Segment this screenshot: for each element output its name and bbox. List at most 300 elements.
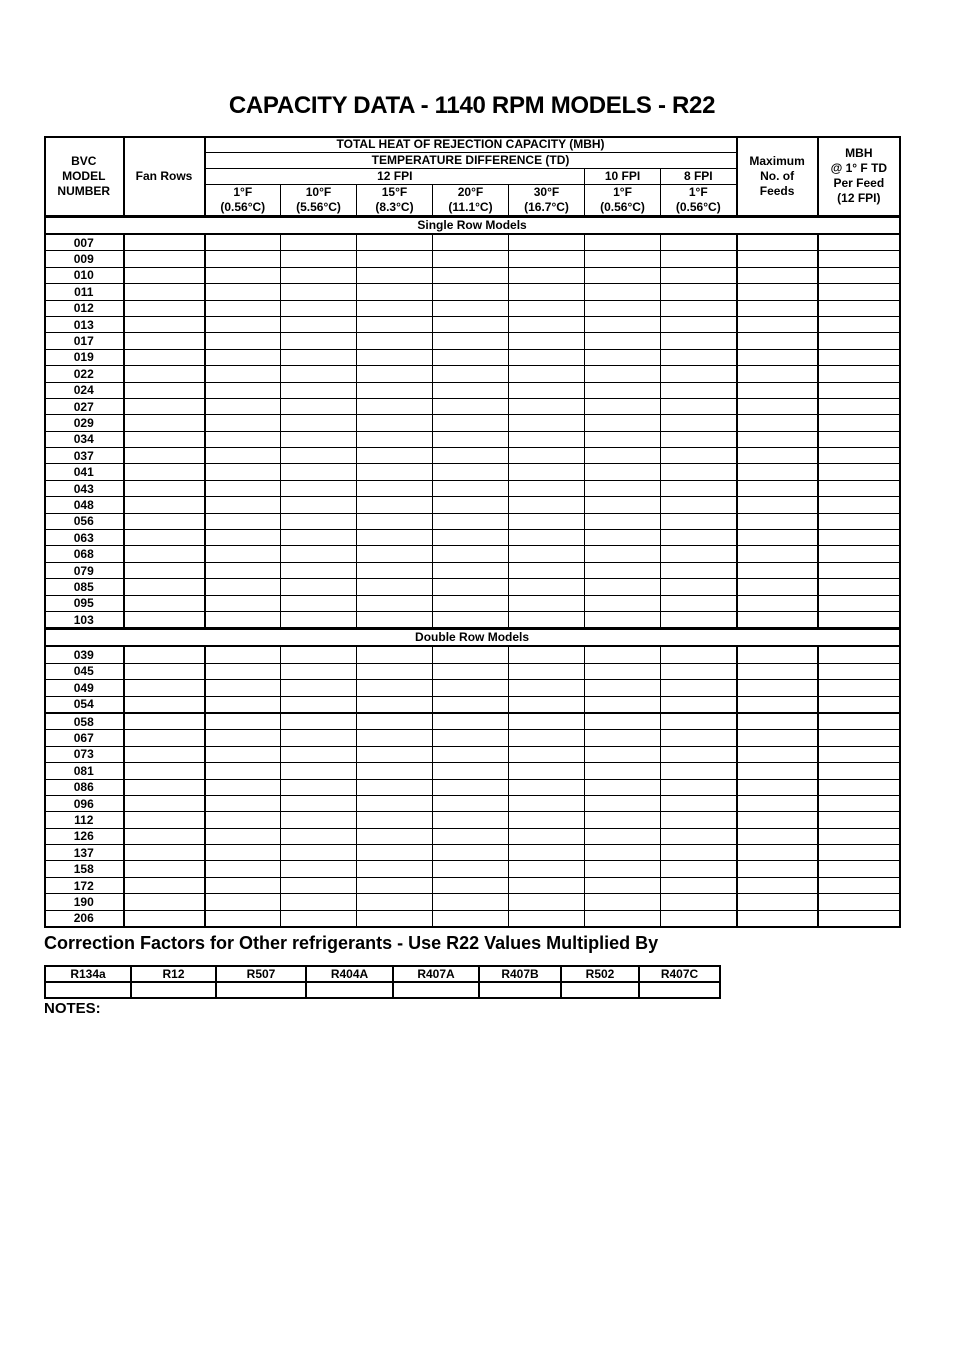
- data-cell: [509, 795, 585, 811]
- model-number-cell: [45, 398, 124, 414]
- data-cell: [661, 234, 737, 251]
- data-cell: [661, 497, 737, 513]
- data-cell: [509, 663, 585, 679]
- data-cell: [433, 382, 509, 398]
- data-cell: [818, 480, 900, 496]
- data-cell: [357, 530, 433, 546]
- data-cell: [818, 530, 900, 546]
- temp-c-label: (0.56°C): [675, 200, 721, 214]
- data-cell: [818, 349, 900, 365]
- model-number-cell: [45, 497, 124, 513]
- data-cell: [433, 795, 509, 811]
- data-cell: [661, 513, 737, 529]
- data-cell: [585, 646, 661, 663]
- model-number-cell: [45, 579, 124, 595]
- model-number: 039: [73, 648, 94, 663]
- data-cell: [585, 513, 661, 529]
- model-header-line: BVC: [71, 153, 97, 168]
- data-cell: [205, 680, 281, 696]
- table-row: [45, 562, 900, 578]
- data-cell: [509, 730, 585, 746]
- data-cell: [124, 713, 205, 730]
- temp-column-header: [205, 185, 281, 217]
- data-cell: [281, 730, 357, 746]
- data-cell: [433, 894, 509, 910]
- data-cell: [205, 431, 281, 447]
- data-cell: [433, 530, 509, 546]
- data-cell: [433, 696, 509, 713]
- data-cell: [357, 546, 433, 562]
- fan-rows-header: [124, 137, 205, 217]
- data-cell: [661, 251, 737, 267]
- data-cell: [124, 779, 205, 795]
- data-cell: [509, 779, 585, 795]
- model-number: 010: [73, 268, 94, 283]
- data-cell: [205, 795, 281, 811]
- data-cell: [737, 763, 818, 779]
- temp-f-label: 1°F: [688, 185, 708, 199]
- model-number-header: [45, 137, 124, 217]
- data-cell: [585, 546, 661, 562]
- model-number-cell: [45, 480, 124, 496]
- model-number-cell: [45, 464, 124, 480]
- data-cell: [661, 611, 737, 628]
- data-cell: [585, 696, 661, 713]
- data-cell: [737, 316, 818, 332]
- data-cell: [737, 234, 818, 251]
- data-cell: [585, 845, 661, 861]
- table-row: [45, 234, 900, 251]
- data-cell: [205, 316, 281, 332]
- data-cell: [737, 382, 818, 398]
- data-cell: [737, 663, 818, 679]
- data-cell: [357, 910, 433, 926]
- model-number-cell: [45, 316, 124, 332]
- data-cell: [205, 579, 281, 595]
- data-cell: [737, 746, 818, 762]
- table-row: [45, 828, 900, 844]
- data-cell: [585, 267, 661, 283]
- data-cell: [509, 382, 585, 398]
- fpi8-header: [661, 169, 737, 185]
- data-cell: [124, 366, 205, 382]
- data-cell: [281, 546, 357, 562]
- data-cell: [509, 415, 585, 431]
- data-cell: [509, 431, 585, 447]
- data-cell: [124, 646, 205, 663]
- data-cell: [509, 910, 585, 926]
- data-cell: [357, 845, 433, 861]
- data-cell: [818, 448, 900, 464]
- capacity-table: [44, 136, 900, 927]
- data-cell: [124, 611, 205, 628]
- correction-value-cell: [479, 982, 561, 998]
- data-cell: [737, 595, 818, 611]
- model-number: 022: [73, 366, 94, 381]
- temp-c-label: (16.7°C): [524, 200, 569, 214]
- temp-column-header: [509, 185, 585, 217]
- data-cell: [737, 497, 818, 513]
- correction-value-cell: [561, 982, 639, 998]
- model-number-cell: [45, 284, 124, 300]
- table-row: [45, 680, 900, 696]
- data-cell: [281, 828, 357, 844]
- model-number: 137: [73, 845, 94, 860]
- data-cell: [818, 894, 900, 910]
- data-cell: [281, 530, 357, 546]
- data-cell: [357, 366, 433, 382]
- data-cell: [205, 713, 281, 730]
- temp-c-label: (8.3°C): [375, 200, 414, 214]
- data-cell: [357, 795, 433, 811]
- data-cell: [433, 812, 509, 828]
- data-cell: [205, 349, 281, 365]
- data-cell: [205, 746, 281, 762]
- model-number: 067: [73, 731, 94, 746]
- model-number: 096: [73, 796, 94, 811]
- model-number-cell: [45, 877, 124, 893]
- data-cell: [661, 480, 737, 496]
- data-cell: [124, 877, 205, 893]
- data-cell: [281, 300, 357, 316]
- refrigerant-header: R407B: [479, 966, 561, 982]
- table-row: [45, 284, 900, 300]
- model-number: 158: [73, 862, 94, 877]
- data-cell: [509, 300, 585, 316]
- model-number-cell: [45, 595, 124, 611]
- data-cell: [818, 861, 900, 877]
- model-number: 029: [73, 415, 94, 430]
- fan-rows-label: Fan Rows: [135, 168, 193, 183]
- temp-column-header: [661, 185, 737, 217]
- data-cell: [205, 546, 281, 562]
- data-cell: [281, 713, 357, 730]
- data-cell: [585, 795, 661, 811]
- data-cell: [818, 730, 900, 746]
- max-feeds-line: Maximum: [749, 153, 805, 168]
- data-cell: [205, 779, 281, 795]
- data-cell: [433, 828, 509, 844]
- data-cell: [357, 234, 433, 251]
- data-cell: [509, 861, 585, 877]
- data-cell: [818, 284, 900, 300]
- data-cell: [818, 251, 900, 267]
- data-cell: [585, 480, 661, 496]
- table-row: [45, 366, 900, 382]
- data-cell: [509, 595, 585, 611]
- data-cell: [357, 497, 433, 513]
- model-number-cell: [45, 828, 124, 844]
- data-cell: [205, 611, 281, 628]
- model-number-cell: [45, 910, 124, 926]
- data-cell: [585, 713, 661, 730]
- data-cell: [357, 611, 433, 628]
- data-cell: [737, 713, 818, 730]
- data-cell: [433, 611, 509, 628]
- data-cell: [509, 812, 585, 828]
- model-number-cell: [45, 530, 124, 546]
- temp-f-label: 15°F: [381, 185, 408, 199]
- data-cell: [357, 828, 433, 844]
- total-heat-label: TOTAL HEAT OF REJECTION CAPACITY (MBH): [336, 137, 605, 151]
- data-cell: [281, 480, 357, 496]
- data-cell: [737, 696, 818, 713]
- correction-value-cell: [45, 982, 131, 998]
- data-cell: [509, 845, 585, 861]
- correction-value-cell: [306, 982, 393, 998]
- correction-value-cell: [131, 982, 216, 998]
- data-cell: [357, 646, 433, 663]
- fpi10-header: [585, 169, 661, 185]
- data-cell: [433, 300, 509, 316]
- data-cell: [661, 267, 737, 283]
- model-number: 063: [73, 530, 94, 545]
- data-cell: [357, 382, 433, 398]
- model-number-cell: [45, 730, 124, 746]
- data-cell: [205, 267, 281, 283]
- data-cell: [357, 877, 433, 893]
- data-cell: [818, 234, 900, 251]
- data-cell: [281, 333, 357, 349]
- temp-f-label: 10°F: [305, 185, 332, 199]
- data-cell: [818, 382, 900, 398]
- data-cell: [124, 812, 205, 828]
- data-cell: [585, 316, 661, 332]
- model-number: 079: [73, 563, 94, 578]
- data-cell: [124, 513, 205, 529]
- data-cell: [818, 579, 900, 595]
- model-number: 034: [73, 432, 94, 447]
- table-row: [45, 530, 900, 546]
- data-cell: [661, 845, 737, 861]
- data-cell: [357, 779, 433, 795]
- data-cell: [433, 284, 509, 300]
- temp-f-label: 20°F: [457, 185, 484, 199]
- data-cell: [281, 464, 357, 480]
- data-cell: [357, 663, 433, 679]
- temp-f-label: 30°F: [533, 185, 560, 199]
- table-row: [45, 316, 900, 332]
- table-row: [45, 861, 900, 877]
- model-number-cell: [45, 448, 124, 464]
- data-cell: [737, 284, 818, 300]
- table-row: [45, 663, 900, 679]
- table-row: [45, 497, 900, 513]
- data-cell: [281, 431, 357, 447]
- data-cell: [661, 464, 737, 480]
- data-cell: [737, 464, 818, 480]
- data-cell: [509, 646, 585, 663]
- data-cell: [357, 562, 433, 578]
- table-row: [45, 546, 900, 562]
- model-number-cell: [45, 663, 124, 679]
- data-cell: [818, 611, 900, 628]
- refrigerant-header: R502: [561, 966, 639, 982]
- data-cell: [509, 513, 585, 529]
- data-cell: [661, 530, 737, 546]
- data-cell: [737, 349, 818, 365]
- data-cell: [124, 316, 205, 332]
- data-cell: [509, 448, 585, 464]
- data-cell: [585, 300, 661, 316]
- model-number-cell: [45, 680, 124, 696]
- data-cell: [818, 431, 900, 447]
- model-number: 190: [73, 894, 94, 909]
- data-cell: [433, 730, 509, 746]
- model-number: 009: [73, 252, 94, 267]
- data-cell: [737, 795, 818, 811]
- data-cell: [205, 894, 281, 910]
- data-cell: [818, 696, 900, 713]
- data-cell: [205, 530, 281, 546]
- data-cell: [433, 595, 509, 611]
- data-cell: [585, 464, 661, 480]
- data-cell: [357, 448, 433, 464]
- table-row: [45, 646, 900, 663]
- data-cell: [818, 513, 900, 529]
- data-cell: [585, 431, 661, 447]
- model-number-cell: [45, 251, 124, 267]
- data-cell: [124, 251, 205, 267]
- data-cell: [433, 234, 509, 251]
- data-cell: [818, 464, 900, 480]
- temp-column-header: [433, 185, 509, 217]
- data-cell: [661, 300, 737, 316]
- data-cell: [585, 763, 661, 779]
- data-cell: [509, 251, 585, 267]
- model-number-cell: [45, 366, 124, 382]
- data-cell: [509, 464, 585, 480]
- refrigerant-header: R404A: [306, 966, 393, 982]
- refrigerant-header: R507: [216, 966, 306, 982]
- data-cell: [585, 284, 661, 300]
- temp-column-header: [281, 185, 357, 217]
- data-cell: [281, 894, 357, 910]
- data-cell: [818, 316, 900, 332]
- model-header-line: NUMBER: [57, 183, 111, 198]
- data-cell: [281, 234, 357, 251]
- table-row: [45, 812, 900, 828]
- data-cell: [737, 646, 818, 663]
- data-cell: [205, 696, 281, 713]
- data-cell: [737, 680, 818, 696]
- refrigerant-header: R12: [131, 966, 216, 982]
- model-number: 085: [73, 579, 94, 594]
- model-number: 058: [73, 714, 94, 729]
- data-cell: [661, 398, 737, 414]
- data-cell: [281, 812, 357, 828]
- data-cell: [433, 448, 509, 464]
- data-cell: [509, 480, 585, 496]
- table-row: [45, 795, 900, 811]
- data-cell: [509, 333, 585, 349]
- data-cell: [281, 251, 357, 267]
- data-cell: [661, 595, 737, 611]
- data-cell: [433, 480, 509, 496]
- data-cell: [357, 513, 433, 529]
- data-cell: [737, 431, 818, 447]
- data-cell: [737, 267, 818, 283]
- data-cell: [585, 663, 661, 679]
- data-cell: [357, 746, 433, 762]
- data-cell: [737, 828, 818, 844]
- data-cell: [281, 795, 357, 811]
- data-cell: [124, 795, 205, 811]
- table-row: [45, 746, 900, 762]
- data-cell: [737, 910, 818, 926]
- data-cell: [124, 696, 205, 713]
- data-cell: [357, 431, 433, 447]
- temp-diff-label: TEMPERATURE DIFFERENCE (TD): [371, 153, 570, 167]
- data-cell: [585, 730, 661, 746]
- data-cell: [124, 680, 205, 696]
- model-number-cell: [45, 763, 124, 779]
- data-cell: [124, 267, 205, 283]
- data-cell: [737, 611, 818, 628]
- data-cell: [357, 696, 433, 713]
- data-cell: [585, 579, 661, 595]
- data-cell: [818, 595, 900, 611]
- data-cell: [509, 611, 585, 628]
- data-cell: [661, 828, 737, 844]
- data-cell: [205, 595, 281, 611]
- model-number-cell: [45, 845, 124, 861]
- total-heat-header: [205, 137, 737, 153]
- data-cell: [124, 579, 205, 595]
- data-cell: [661, 861, 737, 877]
- data-cell: [357, 579, 433, 595]
- data-cell: [818, 663, 900, 679]
- data-cell: [205, 398, 281, 414]
- data-cell: [281, 513, 357, 529]
- data-cell: [585, 530, 661, 546]
- table-row: [45, 251, 900, 267]
- data-cell: [585, 497, 661, 513]
- data-cell: [281, 349, 357, 365]
- data-cell: [205, 333, 281, 349]
- table-row: [45, 713, 900, 730]
- data-cell: [585, 877, 661, 893]
- model-number-cell: [45, 415, 124, 431]
- data-cell: [661, 316, 737, 332]
- data-cell: [818, 763, 900, 779]
- data-cell: [585, 779, 661, 795]
- model-number-cell: [45, 812, 124, 828]
- data-cell: [737, 398, 818, 414]
- data-cell: [357, 713, 433, 730]
- data-cell: [124, 663, 205, 679]
- data-cell: [281, 877, 357, 893]
- data-cell: [585, 595, 661, 611]
- data-cell: [585, 746, 661, 762]
- data-cell: [661, 894, 737, 910]
- data-cell: [357, 480, 433, 496]
- data-cell: [357, 861, 433, 877]
- data-cell: [585, 828, 661, 844]
- data-cell: [205, 415, 281, 431]
- data-cell: [737, 546, 818, 562]
- model-number-cell: [45, 746, 124, 762]
- model-number-cell: [45, 234, 124, 251]
- data-cell: [124, 861, 205, 877]
- data-cell: [585, 611, 661, 628]
- data-cell: [205, 448, 281, 464]
- data-cell: [661, 812, 737, 828]
- data-cell: [433, 333, 509, 349]
- model-number-cell: [45, 713, 124, 730]
- data-cell: [281, 696, 357, 713]
- data-cell: [509, 696, 585, 713]
